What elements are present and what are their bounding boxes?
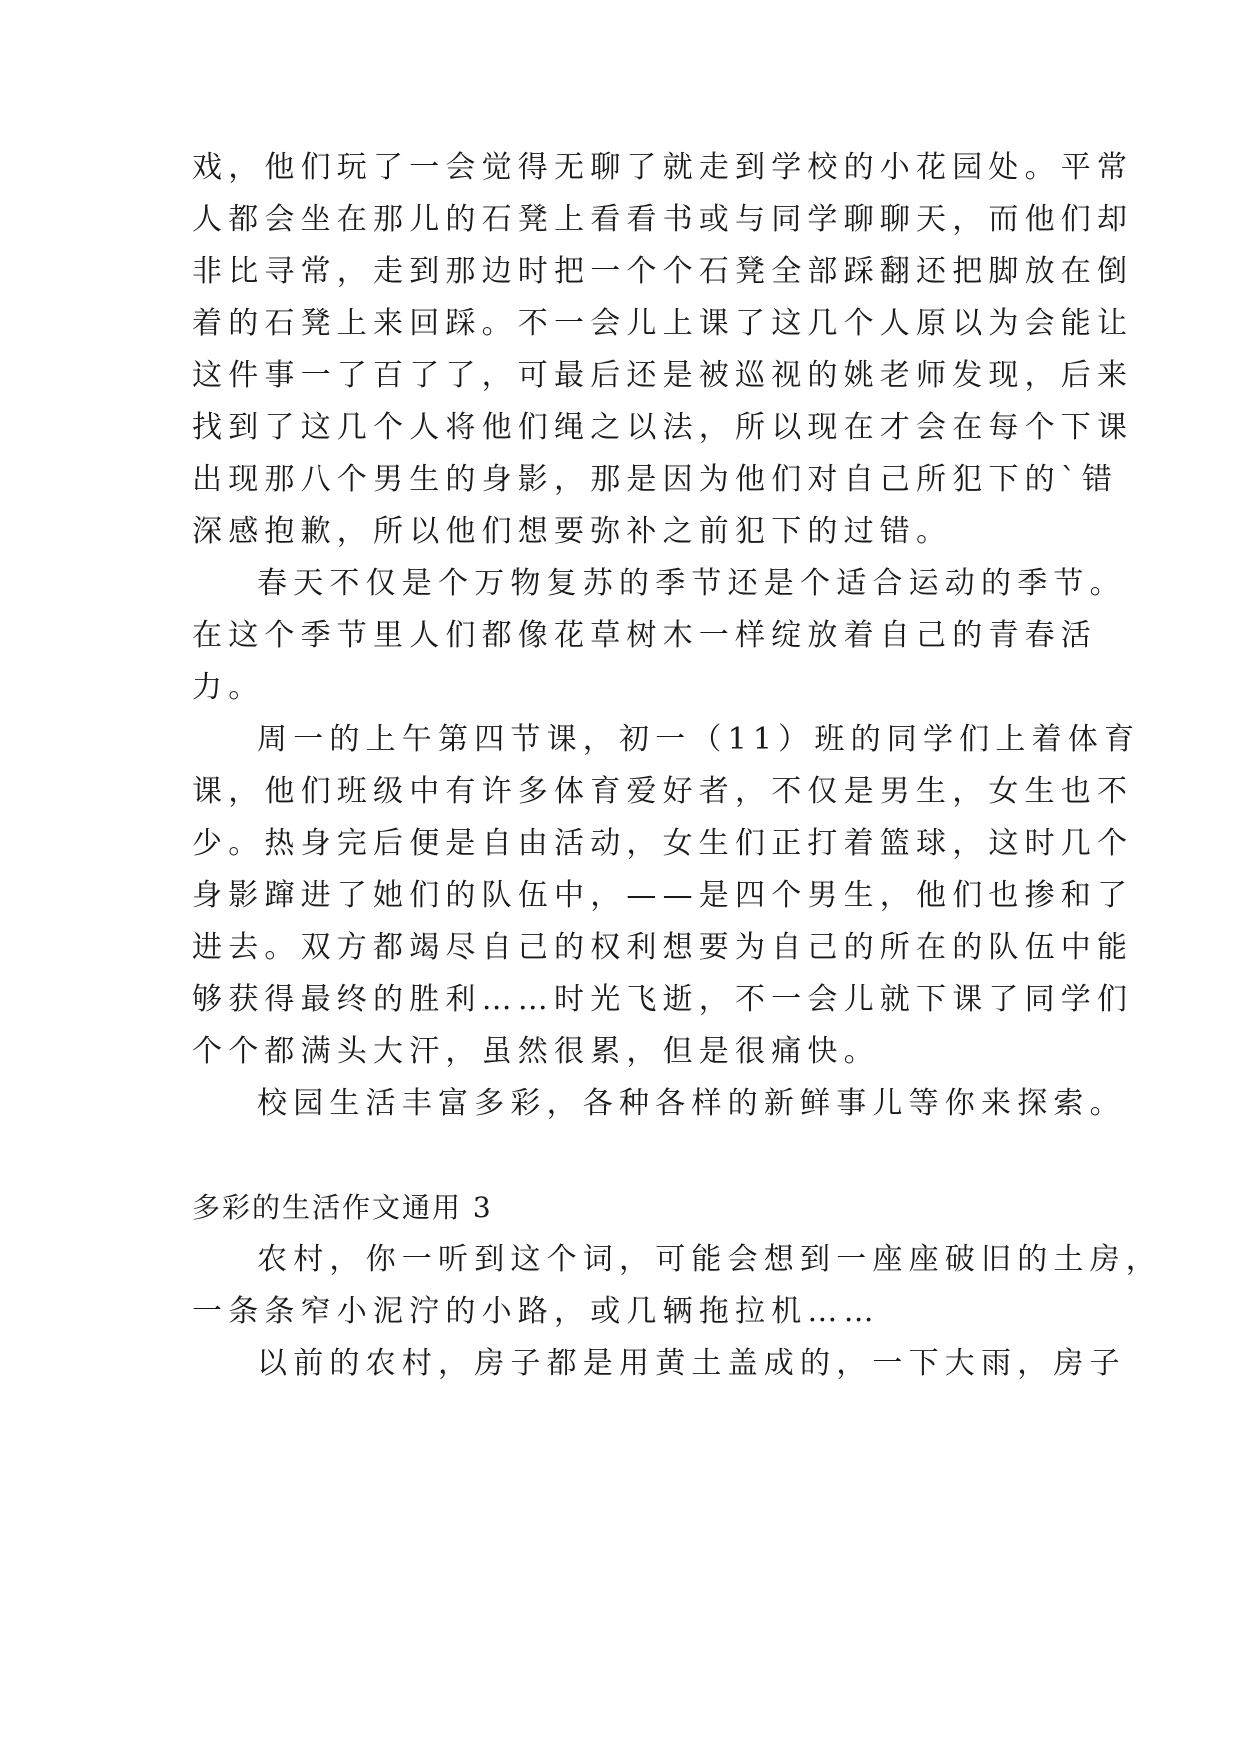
text-line: 以前的农村，房子都是用黄土盖成的，一下大雨，房子 — [257, 1346, 1126, 1381]
text-line: 少。热身完后便是自由活动，女生们正打着篮球，这时几个 — [192, 826, 1134, 861]
text-line: 周一的上午第四节课，初一（11）班的同学们上着体育 — [257, 722, 1141, 757]
text-line: 在这个季节里人们都像花草树木一样绽放着自己的青春活 — [192, 618, 1097, 653]
text-line: 戏，他们玩了一会觉得无聊了就走到学校的小花园处。平常 — [192, 150, 1134, 185]
text-line: 农村，你一听到这个词，可能会想到一座座破旧的土房， — [257, 1242, 1162, 1277]
text-line: 够获得最终的胜利……时光飞逝，不一会儿就下课了同学们 — [192, 982, 1134, 1017]
text-line: 人都会坐在那儿的石凳上看看书或与同学聊聊天，而他们却 — [192, 202, 1134, 237]
text-line: 春天不仅是个万物复苏的季节还是个适合运动的季节。 — [257, 566, 1126, 601]
text-line: 深感抱歉，所以他们想要弥补之前犯下的过错。 — [192, 514, 953, 549]
text-line: 课，他们班级中有许多体育爱好者，不仅是男生，女生也不 — [192, 774, 1134, 809]
text-line: 校园生活丰富多彩，各种各样的新鲜事儿等你来探索。 — [257, 1086, 1126, 1121]
section-title: 多彩的生活作文通用 3 — [192, 1191, 493, 1224]
text-line: 着的石凳上来回踩。不一会儿上课了这几个人原以为会能让 — [192, 306, 1134, 341]
text-line: 一条条窄小泥泞的小路，或几辆拖拉机…… — [192, 1294, 880, 1329]
text-line: 力。 — [192, 670, 265, 705]
text-line: 这件事一了百了了，可最后还是被巡视的姚老师发现，后来 — [192, 358, 1134, 393]
text-line: 出现那八个男生的身影，那是因为他们对自己所犯下的`错 — [192, 462, 1119, 497]
text-line: 找到了这几个人将他们绳之以法，所以现在才会在每个下课 — [192, 410, 1134, 445]
text-line: 身影蹿进了她们的队伍中，——是四个男生，他们也掺和了 — [192, 878, 1134, 913]
text-line: 进去。双方都竭尽自己的权利想要为自己的所在的队伍中能 — [192, 930, 1134, 965]
text-line: 个个都满头大汗，虽然很累，但是很痛快。 — [192, 1034, 880, 1069]
text-line: 非比寻常，走到那边时把一个个石凳全部踩翻还把脚放在倒 — [192, 254, 1134, 289]
